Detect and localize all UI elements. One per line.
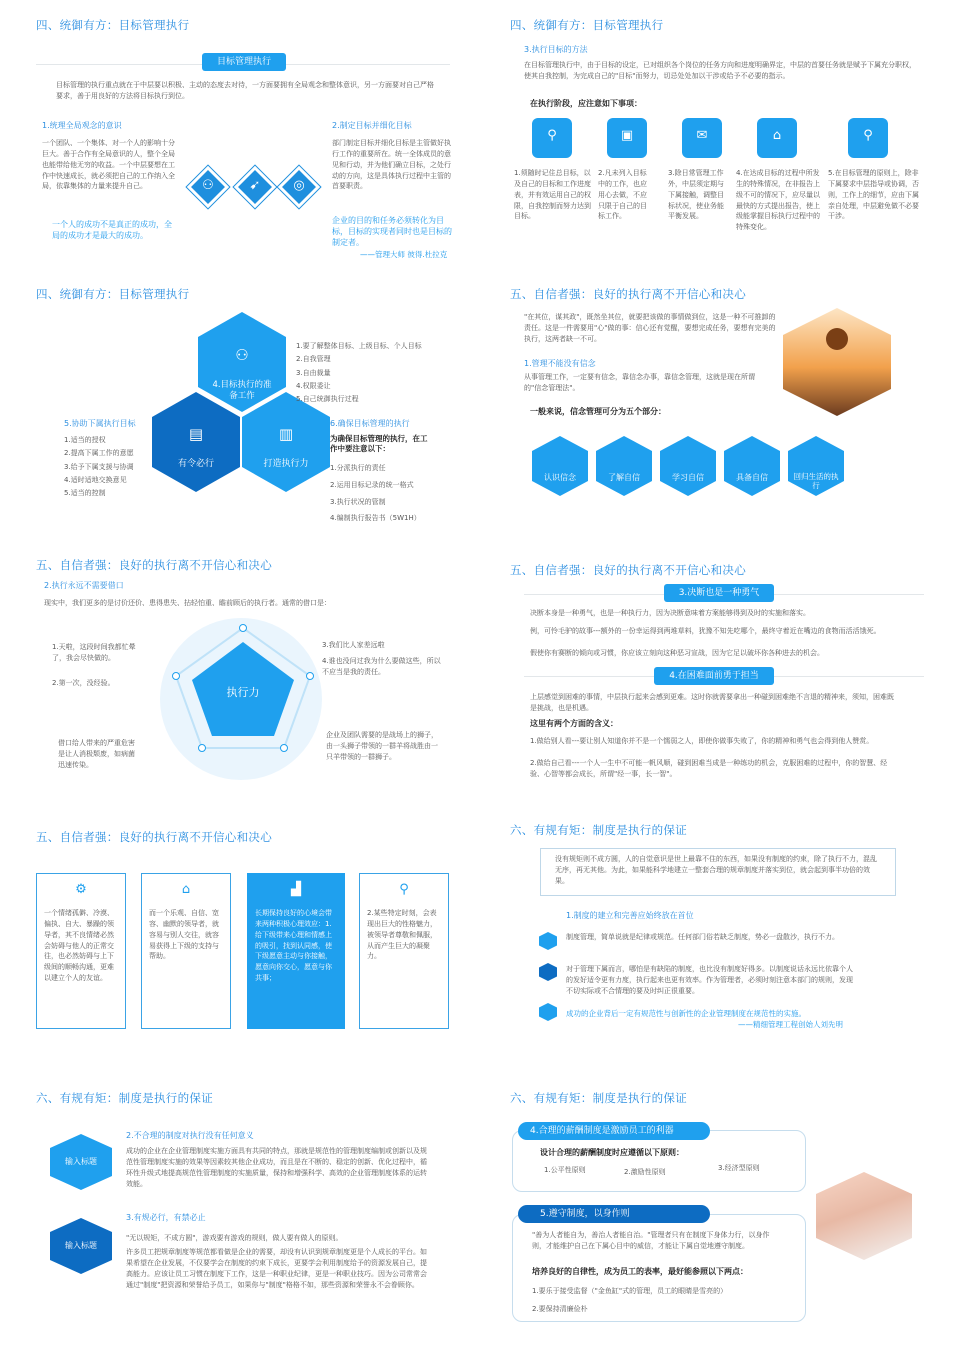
pill-lead: 5.遵守制度，以身作则 [518,1205,710,1223]
home-icon: ⌂ [757,118,797,158]
quote-global: 一个人的成功不是真正的成功，全局的成功才是最大的成功。 [52,220,172,240]
section-title: 四、统御有方：目标管理执行 [510,18,664,32]
hex-belief-3-label: 学习自信 [672,473,704,482]
quote-source: ——管理大师 彼得.杜拉克 [360,250,448,259]
hex-belief-1 [532,436,588,496]
card-mood: ▟ 长期保持良好的心境会带来两种积极心理效应：1.给下级带来心理和情感上的吸引，找到认同感，使下级愿意主动与你接触，愿意向你交心，愿意与你共事； [247,873,345,1029]
heading-enforce: 3.有规必行，有禁必止 [126,1213,206,1222]
search-icon: ⚲ [532,118,572,158]
note-5: 5.在目标管理的原则上，除非下属要求中层指导或协调，否则，工作上的细节，应由下属亲自处理，中层避免做不必要干涉。 [828,169,919,221]
magnifier-icon: ⚲ [848,118,888,158]
excuse-3: 3.我们比人家差远啦 [322,641,385,649]
self-discipline: 培养良好的自律性，成为员工的表率，最好能参照以下两点： [532,1267,748,1276]
point-supervision: 1.要乐于接受监督（"金鱼缸"式的管理，员工的眼睛是雪亮的） [532,1287,728,1295]
two-meanings: 这里有两个方面的含义： [530,719,618,728]
home-icon: ⌂ [181,882,191,897]
list-prepare: 1.要了解整体目标、上级目标、个人目标 2.自我管理 3.自由裁量 4.权限委让 5.自己统御执行过程 [296,342,422,404]
hex-belief-2 [596,436,652,496]
belief-parts-heading: 一般来说，信念管理可分为五个部分： [530,407,666,416]
pill-decision: 3.决断也是一种勇气 [664,584,774,602]
heading-assist: 5.协助下属执行目标 [64,419,136,428]
principle-fair: 1.公平性原则 [544,1166,586,1174]
heading-belief: 1.管理不能没有信念 [524,359,596,368]
meaning-1: 1.做给别人看---要让别人知道你并不是一个懦弱之人，即使你做事失败了，你的精神和勇气也会得到他人赞赏。 [530,737,874,745]
text-donkey: 例，可怜毛驴的故事---额外的一份幸运得到两堆草料，犹豫不知先吃哪个，最终守着近在嘴边的食物而活活饿死。 [530,627,881,635]
briefcase-icon: ▣ [607,118,647,158]
quote-drucker: 企业的目的和任务必须转化为目标，目标的实现者同时也是目标的制定者。 [332,216,452,247]
quote-rules-source: ——精细管理工程创始人刘先明 [738,1020,843,1029]
intro-position: "在其位，谋其政"，既然坐其位，就要把该做的事情做到位，这是一种不可推卸的责任。这是一件需要用"心"做的事：信心还有觉醒，要想完成任务，要想有完美的执行，这两者缺一不可。 [524,313,776,343]
hex-belief-4 [724,436,780,496]
hex-belief-1-label: 认识信念 [544,473,576,482]
heading-global: 1.统理全局观念的意识 [42,121,122,130]
text-lead: "善为人者能自为，善治人者能自治。"管理者只有在制度下身体力行，以身作则，才能维护自己在下属心目中的威信，才能让下属自觉地遵守制度。 [532,1231,770,1250]
pill-salary: 4.合理的薪酬制度是激励员工的利器 [518,1122,710,1140]
text-decision: 决断本身是一种勇气，也是一种执行力，因为决断意味着方案能够得到及时的实施和落实。 [530,609,810,617]
text-rules-game: "无以规矩，不成方圆"，游戏要有游戏的规则，做人要有做人的原则。 [126,1234,343,1242]
group-icon: ⚇ [235,346,249,364]
lion-quote: 企业及团队需要的是战场上的狮子，由一头狮子带领的一群羊将战胜由一只羊带领的一群狮子。 [326,731,438,761]
hex-belief-2-label: 了解自信 [608,473,640,482]
section-title: 五、自信者强：良好的执行离不开信心和决心 [36,558,272,572]
rules-box: 没有规矩则不成方圆，人的自觉意识是世上最靠不住的东西，如果没有制度的约束，除了执行不力，混乱无序，再无其他。为此，如果能科学地建立一整套合理的规章制度并落实到位，就会起到事半功倍的效果。 [540,848,896,896]
text-set-goals: 部门制定目标并细化目标是主管做好执行工作的重要所在。统一全体成员的意见和行动，并为他们确立目标，之处行动的方向，这是具体执行过程中主管的首要职责。 [332,139,451,191]
heading-unreasonable: 2.不合理的制度对执行没有任何意义 [126,1131,254,1140]
section-title: 六、有规有矩：制度是执行的保证 [36,1091,213,1105]
heading-ensure: 6.确保目标管理的执行 [330,419,410,428]
chat-icon: ✉ [682,118,722,158]
note-4: 4.在达成目标的过程中所发生的特殊情况，在非报告上级不可的情况下，应尽量以最快的方式提出报告，使上级能掌握目标执行过程中的特殊变化。 [736,169,820,232]
note-1: 1.须随时记住总目标，以及自己的目标和工作进度表，并有效运用自己的权限，自我控制而努力达到目标。 [514,169,591,221]
principle-incentive: 2.激励性原则 [624,1168,666,1176]
execution-center: 执行力 [226,686,260,699]
hex-build-label: 打造执行力 [263,459,309,469]
excuse-harm: 借口给人带来的严重危害是让人消极颓废，如病菌迅速传染。 [58,739,135,769]
hex-input-2-label: 输入标题 [65,1241,97,1250]
text-method: 在目标管理执行中，由于目标的设定，已对组织各个岗位的任务方向和进度明确界定，中层的首要任务就是赋予下属充分职权，使其自我控制，为完成自己的"目标"而努力，切忌处处加以干涉或给予不必要的指示。 [524,61,916,80]
section-title: 六、有规有矩：制度是执行的保证 [510,823,687,837]
quote-rules: 成功的企业背后一定有规范性与创新性的企业管理制度在规范性的实施。 [566,1009,806,1018]
section-title: 六、有规有矩：制度是执行的保证 [510,1091,687,1105]
point-frugal: 2.要保持清廉俭朴 [532,1305,588,1313]
text-difficulty: 上层感觉到困难的事情，中层执行起来会感到更难。这时你就需要拿出一种碰到困难绝不言退的精神来，须知，困难既是挑战，也是机遇。 [530,693,894,712]
excuse-1: 1.天啦，这段时间我都忙晕了，我会尽快做的。 [52,643,136,662]
ensure-bold: 为确保目标管理的执行，在工作中要注意以下： [330,434,428,454]
note-3: 3.除日常管理工作外，中层须定期与下属接触，调整目标状况，使业务能平衡发展。 [668,169,724,221]
cube-icon [539,932,557,950]
meaning-2: 2.做给自己看---一个人一生中不可能一帆风顺，碰到困难当成是一种练功的机会，克服困难的过程中，你的智慧、经验、心智等都会成长，所谓"经一事，长一智"。 [530,759,888,778]
card-positive: ⌂ 而一个乐观、自信、宽容、幽默的领导者，就容易与别人交往，就容易获得上下级的支持与帮助。 [141,873,231,1029]
text-belief: 从事管理工作，一定要有信念，靠信念办事，靠信念管理，这就是现在所谓的"信念管理法"。 [524,373,755,392]
bar-chart-icon: ▟ [291,882,301,897]
pin-icon [539,1003,557,1021]
section-title: 四、统御有方：目标管理执行 [36,287,190,301]
list-ensure: 1.分派执行的责任 2.运用目标记录的统一格式 3.执行状况的管制 4.编制执行报告书（5W1H） [330,464,421,523]
text-rule-1: 制度管理，简单说就是纪律或规范。任何部门俗若缺乏制度，势必一盘散沙，执行不力。 [566,933,839,941]
notes-heading: 在执行阶段，应注意如下事项： [530,99,642,108]
section-title: 五、自信者强：良好的执行离不开信心和决心 [36,830,272,844]
magnifier-icon [539,963,557,981]
hex-belief-3 [660,436,716,496]
hex-input-1-label: 输入标题 [65,1157,97,1166]
card-negative: ⚙ 一个情绪孤僻、冷漠、偏执、自大、暴躁的领导者，其不良情绪必然会妨碍与他人的正常交往，也必然妨碍与上下级间的顺畅沟通，更难以建立个人的友谊。 [36,873,126,1029]
bullseye-icon: ◎ [293,178,305,193]
gear-icon: ⚙ [75,882,87,897]
hex-obey-label: 有令必行 [177,459,214,469]
section-title: 五、自信者强：良好的执行离不开信心和决心 [510,563,746,577]
chart-icon: ▤ [188,425,204,443]
principle-economic: 3.经济型原则 [718,1164,760,1172]
hex-belief-4-label: 具备自信 [736,473,768,482]
hex-belief-5-label: 回归生活的执行 [793,472,839,490]
people-icon: ⚇ [202,178,214,193]
search-icon: ⚲ [399,882,409,897]
trophy-photo [783,308,891,416]
text-unreasonable: 成功的企业在企业管理制度实施方面具有共同的特点，那就是规范性的管理制度编制或创新以及规范性管理制度实施的效果等因素较其他企业成功，而且是在不断的、稳定的创新、优化过程中，循环性升级式地提高规范性管理制度的实施质量，保持和增强科学、高效的企业管理制度体系的运转效能。 [126,1147,427,1188]
section-title: 五、自信者强：良好的执行离不开信心和决心 [510,287,746,301]
intro-text: 目标管理的执行重点就在于中层要以积极、主动的态度去对待，一方面要拥有全局观念和整体意识，另一方面要对自己严格要求，善于用良好的方法将目标执行到位。 [56,81,434,100]
thumbs-up-photo [816,1172,912,1260]
heading-no-excuse: 2.执行永远不需要借口 [44,581,124,590]
excuse-4: 4.谁也没问过我为什么要做这些，所以不应当是我的责任。 [322,657,441,676]
trophy-icon [826,328,848,350]
salary-principles: 设计合理的薪酬制度时应遵循以下原则： [540,1148,684,1157]
heading-rules-first: 1.制度的建立和完善应始终放在首位 [566,911,694,920]
text-enforce: 许多员工把规章制度等规范都看做是企业的需要，却没有认识到规章制度更是个人成长的平台。如果希望在企业发展，不仅要学会在制度的约束下成长，更要学会利用制度给予的资源发展自己，提高能力。应该让员工习惯在制度下工作，这是一种职业纪律，更是一种职业技巧。因为公司常常会通过"制度"把资源和荣誉给予员工，如果你与"制度"格格不如，那些资源和荣誉永不会眷顾你。 [126,1248,427,1289]
list-assist: 1.适当的授权 2.提高下属工作的意愿 3.给予下属支援与协调 4.适时适地交换意见 5.适当的控制 [64,436,134,498]
text-no-excuse: 现实中，我们更多的是讨价还价、患得患失、拈轻怕重、瞻前顾后的执行者。通常的借口是： [44,599,331,607]
pill-responsibility: 4.在困难面前勇于担当 [654,667,774,685]
text-global: 一个团队、一个集体、对一个人的影响十分巨大。善于合作有全局意识的人，整个全局也能带给他无穷的收益。一个中层要想在工作中快速成长，就必须把自己的工作纳入全局，依靠集体的力量来提升自己。 [42,139,175,191]
card-charisma: ⚲ 2.某些特定时刻，会表现出巨大的性格魅力，被领导者尊敬和佩服，从而产生巨大的凝聚力。 [359,873,449,1029]
heading-method: 3.执行目标的方法 [524,45,588,54]
note-2: 2.凡未列入目标中的工作，也应用心去做，不应只限于自己的目标工作。 [598,169,647,221]
presenter-icon: ▥ [278,425,294,443]
hex-prepare-label: 4.目标执行的准备工作 [212,380,272,402]
heading-set-goals: 2.制定目标并细化目标 [332,121,412,130]
excuse-2: 2.第一次，没经验。 [52,679,115,687]
section-title: 四、统御有方：目标管理执行 [36,18,190,32]
text-rule-2: 对于管理下属而言，哪怕是有缺陷的制度，也比没有制度好得多。以制度说话永远比依靠个人的发好适令更有力度，执行起来也更有效率。作为管理者，必须时刻注意本部门的规则，发现不切实际或不合情理的要及时纠正很重要。 [566,965,853,995]
pill-goal-execution: 目标管理执行 [202,53,286,71]
rocket-icon: ➹ [249,178,261,193]
text-habit: 假使你有赛断的倾向或习惯，你应该立刻向这种恶习宣战，因为它足以破坏你各种进去的机会。 [530,649,824,657]
